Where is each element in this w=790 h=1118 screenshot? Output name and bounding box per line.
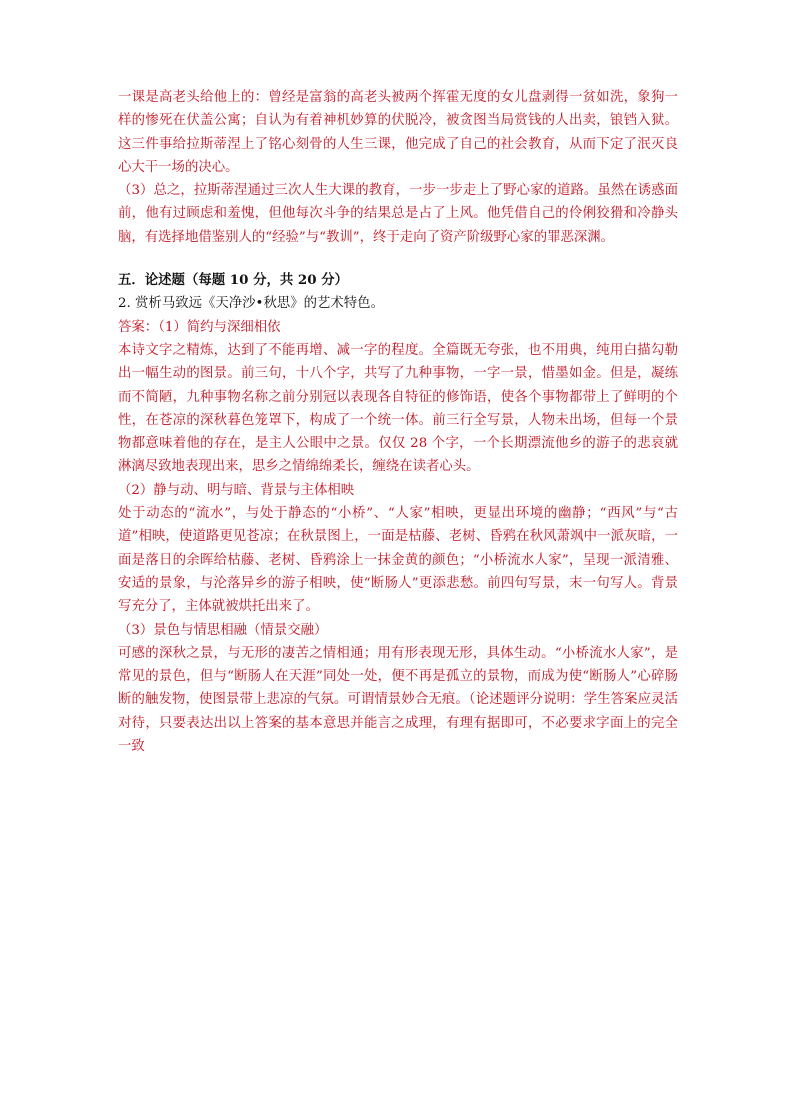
section-gap <box>118 249 678 269</box>
answer-paragraph-2: 处于动态的“流水”，与处于静态的“小桥”、“人家”相映，更显出环境的幽静；“西风”与“古道”相映，使道路更见苍凉；在秋景图上，一面是枯藤、老树、昏鸦在秋风萧飒中一派灰暗，一面是落日的余晖给枯藤、老树、昏鸦涂上一抹金黄的颜色；“小桥流水人家”，呈现一派清雅、安适的景象，与沦落异乡的游子相映，使“断肠人”更添悲愁。前四句写景，末一句写人。背景写充分了，主体就被烘托出来了。 <box>118 506 678 615</box>
question-text: 2. 赏析马致远《天净沙•秋思》的艺术特色。 <box>118 296 384 312</box>
answer-paragraph-3: 可感的深秋之景，与无形的凄苦之情相通；用有形表现无形，具体生动。“小桥流水人家”，是常见的景色，但与“断肠人在天涯”同处一处，便不再是孤立的景物，而成为使“断肠人”心碎肠断的触发物，使图景带上悲凉的气氛。可谓情景妙合无痕。（论述题评分说明：学生答案应灵活对待，只要表达出以上答案的基本意思并能言之成理，有理有据即可，不必要求字面上的完全一致 <box>118 645 678 755</box>
answer-label: 答案：（1）简约与深细相依 <box>118 319 281 335</box>
answer-subheading-2: （2）静与动、明与暗、背景与主体相映 <box>118 482 355 498</box>
document-page <box>118 86 678 758</box>
answer-subheading-3: （3）景色与情思相融（情景交融） <box>118 622 328 638</box>
section-heading: 五．论述题（每题 10 分，共 20 分） <box>118 272 348 289</box>
answer-paragraph-1: 本诗文字之精炼，达到了不能再增、减一字的程度。全篇既无夸张，也不用典，纯用白描勾勒出一幅生动的图景。前三句，十八个字，共写了九种事物，一字一景，惜墨如金。但是，凝练而不简陋，九种事物名称之前分别冠以表现各自特征的修饰语，使各个事物都带上了鲜明的个性，在苍凉的深秋暮色笼罩下，构成了一个统一体。前三行全写景，人物未出场，但每一个景物都意味着他的存在，是主人公眼中之景。仅仅 28 个字，一个长期漂流他乡的游子的悲哀就淋漓尽致地表现出来，思乡之情绵绵柔长，缠绕在读者心头。 <box>118 342 678 475</box>
paragraph-conclusion: （3）总之，拉斯蒂涅通过三次人生大课的教育，一步一步走上了野心家的道路。虽然在诱惑面前，他有过顾虑和羞愧，但他每次斗争的结果总是占了上风。他凭借自己的伶俐狡猾和冷静头脑，有选择地借鉴别人的“经验”与“教训”，终于走向了资产阶级野心家的罪恶深渊。 <box>118 183 678 245</box>
paragraph-lesson-summary: 一课是高老头给他上的：曾经是富翁的高老头被两个挥霍无度的女儿盘剥得一贫如洗，象狗一样的惨死在伏盖公寓；自认为有着神机妙算的伏脱冷，被贪图当局赏钱的人出卖，锒铛入狱。这三件事给拉斯蒂涅上了铭心刻骨的人生三课，他完成了自己的社会教育，从而下定了泯灭良心大干一场的决心。 <box>118 90 678 175</box>
